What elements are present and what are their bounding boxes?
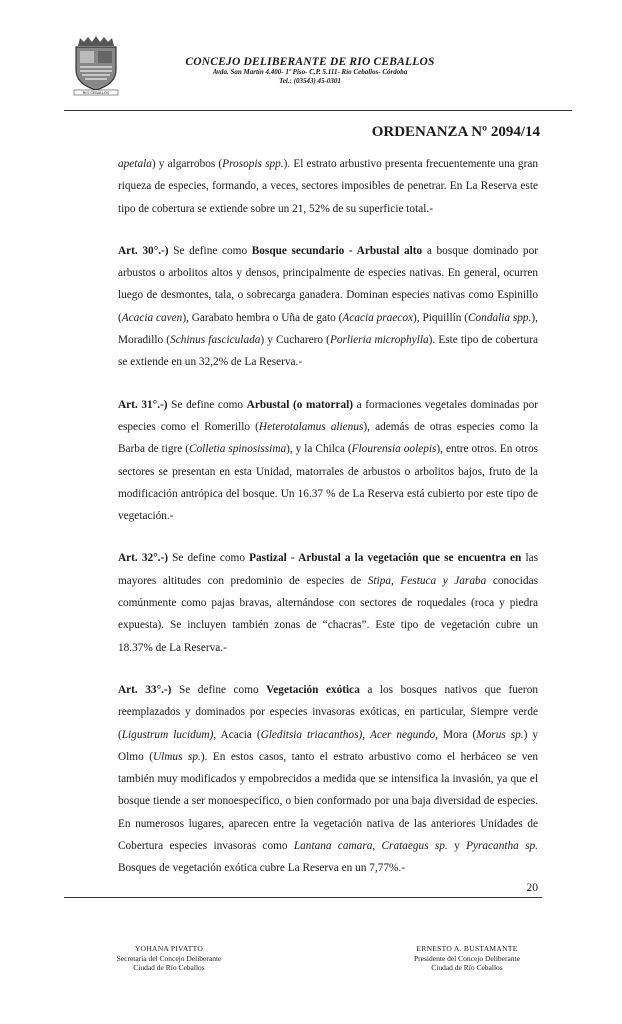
italic-text: Ulmus sp.: [152, 750, 201, 763]
text-run: ). Este tipo de cobertura se extiende en un 32,2% de La Reserva.-: [118, 334, 538, 369]
org-name: CONCEJO DELIBERANTE DE RIO CEBALLOS: [185, 56, 435, 68]
seal-label: RIO CEBALLOS: [82, 91, 110, 96]
bold-text: Pastizal - Arbustal a la vegetación que se encuentra en: [249, 552, 522, 565]
italic-text: Lantana camara: [293, 840, 373, 853]
italic-text: Morus sp.: [476, 728, 524, 741]
italic-text: Acacia praecox: [342, 311, 414, 324]
bold-text: Arbustal (o matorral): [246, 398, 354, 411]
document-body: [118, 153, 538, 900]
text-run: ), Piquillín (: [413, 311, 468, 324]
text-run: Se define como: [171, 683, 267, 696]
text-run: ), entre otros. En otros sectores se presentan en esta Unidad, matorrales de arbustos o arbolitos bajos, fruto de la modificación antrópica del bosque. Un 16.37 % de La Reserva está cubierto por este tipo de vegetación.-: [118, 443, 538, 523]
text-run: las mayores altitudes con predominio de especies de: [118, 552, 538, 587]
text-run: Se define como: [168, 244, 252, 257]
signature-secretary: [84, 944, 254, 973]
signer-role: Secretaria del Concejo Deliberante: [116, 953, 222, 963]
signer-name: YOHANA PIVATTO: [134, 944, 204, 953]
text-run: , Acacia (: [213, 728, 261, 741]
bold-text: Bosque secundario - Arbustal alto: [251, 244, 423, 257]
text-run: ), Moradillo (: [118, 311, 538, 347]
bold-text: Art. 30°.-): [118, 244, 169, 257]
text-run: y: [447, 840, 467, 853]
italic-text: Porlieria microphylla: [329, 334, 429, 347]
text-run: ), y la Chilca (: [286, 443, 352, 456]
header-divider: [64, 110, 572, 111]
letterhead: [150, 56, 470, 86]
italic-text: Acer negundo: [370, 728, 436, 741]
text-run: , Mora (: [435, 728, 477, 741]
footer-divider: [64, 897, 542, 898]
italic-text: Flourensia oolepis: [351, 443, 437, 456]
italic-text: Prosopis spp.: [222, 158, 284, 170]
bold-text: Art. 32°.-): [118, 552, 169, 565]
municipal-seal-icon: [70, 34, 122, 96]
paragraph: [118, 153, 538, 220]
text-run: conocidas comúnmente como pajas bravas, alternándose con sectores de roquedales (roca y piedra expuesta). Se incluyen también zonas de “chacras”. Este tipo de vegetación cubre un 18.37% de La Reserva.-: [118, 574, 538, 654]
italic-text: Crataegus sp.: [381, 840, 448, 853]
text-run: a los bosques nativos que fueron reemplazados y dominados por especies invasoras exóticas, en particular, Siempre verde (: [118, 683, 538, 741]
italic-text: apetala: [118, 158, 152, 170]
paragraph: [118, 394, 538, 528]
text-run: a formaciones vegetales dominadas por especies como el Romerillo (: [118, 398, 539, 433]
italic-text: Acacia caven: [121, 311, 183, 324]
signer-place: Ciudad de Río Ceballos: [431, 963, 503, 972]
signer-name: ERNESTO A. BUSTAMANTE: [416, 944, 518, 953]
bold-text: Vegetación exótica: [266, 683, 360, 696]
page-number: 20: [526, 882, 538, 894]
italic-text: Condalia spp.: [467, 311, 532, 324]
text-run: Bosques de vegetación exótica cubre La Reserva en un 7,77%.-: [118, 862, 406, 875]
italic-text: Ligustrum lucidum): [121, 728, 214, 741]
signer-place: Ciudad de Río Ceballos: [133, 963, 205, 972]
ordinance-number: ORDENANZA Nº 2094/14: [371, 124, 540, 140]
org-phone: Tel.: (03543) 45-0301: [279, 77, 341, 85]
text-run: ). El estrato arbustivo presenta frecuentemente una gran riqueza de especies, formando, a veces, sectores imposibles de penetrar. En La Reserva este tipo de cobertura se extiende sobre un 21, 52% de su superficie total.-: [118, 158, 538, 215]
text-run: ), además de otras especies como la Barba de tigre (: [118, 420, 539, 456]
text-run: Se define como: [167, 398, 247, 411]
italic-text: Schinus fasciculada: [170, 334, 261, 347]
bold-text: Art. 31°.-): [118, 398, 168, 411]
text-run: ,: [372, 840, 382, 853]
text-run: ) y Olmo (: [118, 728, 538, 763]
italic-text: Stipa, Festuca y Jaraba: [367, 574, 487, 587]
text-run: a bosque dominado por arbustos o arbolitos altos y densos, principalmente de especies nativas. En general, ocurren luego de desmontes, tala, o sobrecarga ganadera. Dominan especies nativas como Espinillo (: [118, 244, 538, 324]
italic-text: Pyracantha sp.: [466, 840, 538, 853]
org-address: Avda. San Martín 4.400- 1º Piso- C.P. 5.111- Río Ceballos- Córdoba: [212, 68, 408, 76]
text-run: ) y algarrobos (: [151, 158, 223, 170]
italic-text: Colletia spinosissima: [189, 443, 287, 456]
bold-text: Art. 33°.-): [118, 683, 172, 696]
text-run: ) y Cucharero (: [260, 334, 330, 347]
paragraph: [118, 547, 538, 658]
text-run: ,: [362, 728, 371, 741]
text-run: Se define como: [168, 552, 250, 565]
paragraph: [118, 240, 538, 374]
italic-text: Gleditsia triacanthos): [260, 728, 363, 741]
paragraph: [118, 679, 538, 880]
italic-text: Heterotalamus alienus: [258, 420, 364, 433]
text-run: ). En estos casos, tanto el estrato arbustivo como el herbáceo se ven también muy modificados y empobrecidos a medida que se intensifica la invasión, ya que el bosque tiende a ser monoespecífico, o bien conformado por una baja diversidad de especies. En numerosos lugares, aparecen entre la vegetación nativa de las anteriores Unidades de Cobertura especies invasoras como: [118, 750, 539, 853]
text-run: ), Garabato hembra o Uña de gato (: [182, 311, 343, 324]
signer-role: Presidente del Concejo Deliberante: [413, 953, 520, 963]
signature-president: [382, 944, 552, 973]
